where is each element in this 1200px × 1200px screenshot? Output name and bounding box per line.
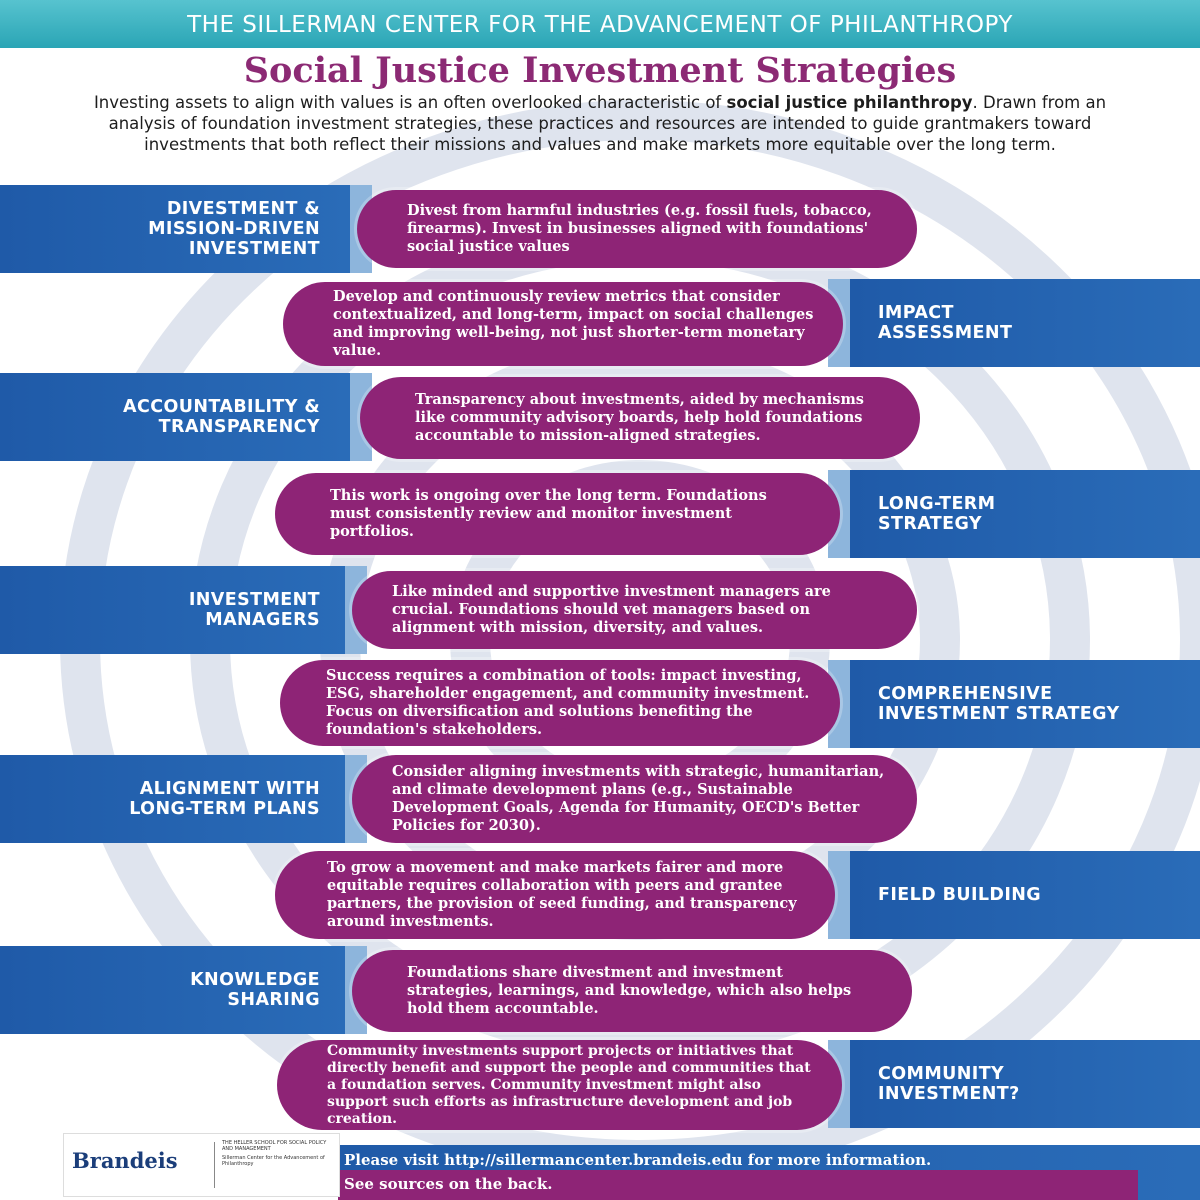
- page-title: Social Justice Investment Strategies: [243, 50, 957, 91]
- pill-community-investment: [277, 1040, 842, 1130]
- label-accountability: ACCOUNTABILITY & TRANSPARENCY: [123, 397, 320, 437]
- pill-impact-assessment: [283, 282, 843, 366]
- footer-visit-text: Please visit http://sillermancenter.brandeis.edu for more information.: [344, 1151, 932, 1169]
- pill-text: This work is ongoing over the long term. Foundations must consistently review and monitor investment portfolios.: [330, 487, 767, 540]
- label-community-investment: COMMUNITY INVESTMENT?: [878, 1064, 1020, 1104]
- intro-text-2: . Drawn from an analysis of foundation investment strategies, these practices and resources are intended to guide grantmakers toward investments that both reflect their missions and values and make markets more equitable over the long term.: [108, 93, 1107, 154]
- top-banner: THE SILLERMAN CENTER FOR THE ADVANCEMENT OF PHILANTHROPY: [0, 0, 1200, 48]
- pill-knowledge-sharing: [352, 950, 912, 1032]
- pill-text: Develop and continuously review metrics that consider contextualized, and long-term, impact on social challenges and improving well-being, not just shorter-term monetary value.: [333, 288, 814, 359]
- intro-paragraph: [80, 92, 1120, 155]
- label-comprehensive: COMPREHENSIVE INVESTMENT STRATEGY: [878, 684, 1120, 724]
- logo-school: THE HELLER SCHOOL FOR SOCIAL POLICY AND MANAGEMENT: [222, 1140, 327, 1152]
- pill-text: Divest from harmful industries (e.g. fossil fuels, tobacco, firearms). Invest in businesses aligned with foundations' social justice values: [407, 202, 872, 255]
- pill-text: Like minded and supportive investment managers are crucial. Foundations should vet managers based on alignment with mission, diversity, and values.: [392, 583, 831, 636]
- label-investment-managers: INVESTMENT MANAGERS: [188, 590, 320, 630]
- pill-accountability: [360, 377, 920, 459]
- logo-center: Sillerman Center for the Advancement of Philanthropy: [222, 1155, 325, 1167]
- brandeis-wordmark: Brandeis: [72, 1148, 178, 1173]
- logo-divider: [214, 1142, 215, 1188]
- brandeis-logo: [63, 1133, 340, 1197]
- pill-text: Success requires a combination of tools: impact investing, ESG, shareholder engagement, and community investment. Focus on diversification and solutions benefiting the foundation's stakeholders.: [326, 667, 810, 738]
- pill-field-building: [275, 851, 835, 939]
- pill-investment-managers: [352, 571, 917, 649]
- intro-text-1: Investing assets to align with values is an often overlooked characteristic of: [93, 93, 722, 112]
- pill-text: Foundations share divestment and investment strategies, learnings, and knowledge, which also helps hold them accountable.: [407, 964, 852, 1017]
- label-long-term-strategy: LONG-TERM STRATEGY: [878, 494, 996, 534]
- pill-divestment: [357, 190, 917, 268]
- footer-sources-text: See sources on the back.: [344, 1175, 553, 1193]
- label-alignment: ALIGNMENT WITH LONG-TERM PLANS: [129, 779, 320, 819]
- intro-bold: social justice philanthropy: [726, 93, 973, 112]
- pill-text: Consider aligning investments with strategic, humanitarian, and climate development plans (e.g., Sustainable Development Goals, Agenda for Humanity, OECD's Better Policies for 2030).: [392, 763, 885, 834]
- pill-text: Transparency about investments, aided by mechanisms like community advisory boards, help hold foundations accountable to mission-aligned strategies.: [415, 391, 864, 444]
- pill-comprehensive: [280, 660, 840, 746]
- pill-text: Community investments support projects or initiatives that directly benefit and support the people and communities that a foundation serves. Community investment might also support such efforts as infrastructure development and job creation.: [327, 1042, 811, 1127]
- label-impact-assessment: IMPACT ASSESSMENT: [878, 303, 1013, 343]
- label-divestment: DIVESTMENT & MISSION-DRIVEN INVESTMENT: [148, 199, 320, 259]
- pill-alignment: [352, 755, 917, 843]
- label-knowledge-sharing: KNOWLEDGE SHARING: [190, 970, 320, 1010]
- logo-subtext: [222, 1140, 334, 1167]
- pill-text: To grow a movement and make markets fairer and more equitable requires collaboration with peers and grantee partners, the provision of seed funding, and transparency around investments.: [327, 859, 797, 930]
- label-field-building: FIELD BUILDING: [878, 885, 1042, 905]
- pill-long-term-strategy: [275, 473, 840, 555]
